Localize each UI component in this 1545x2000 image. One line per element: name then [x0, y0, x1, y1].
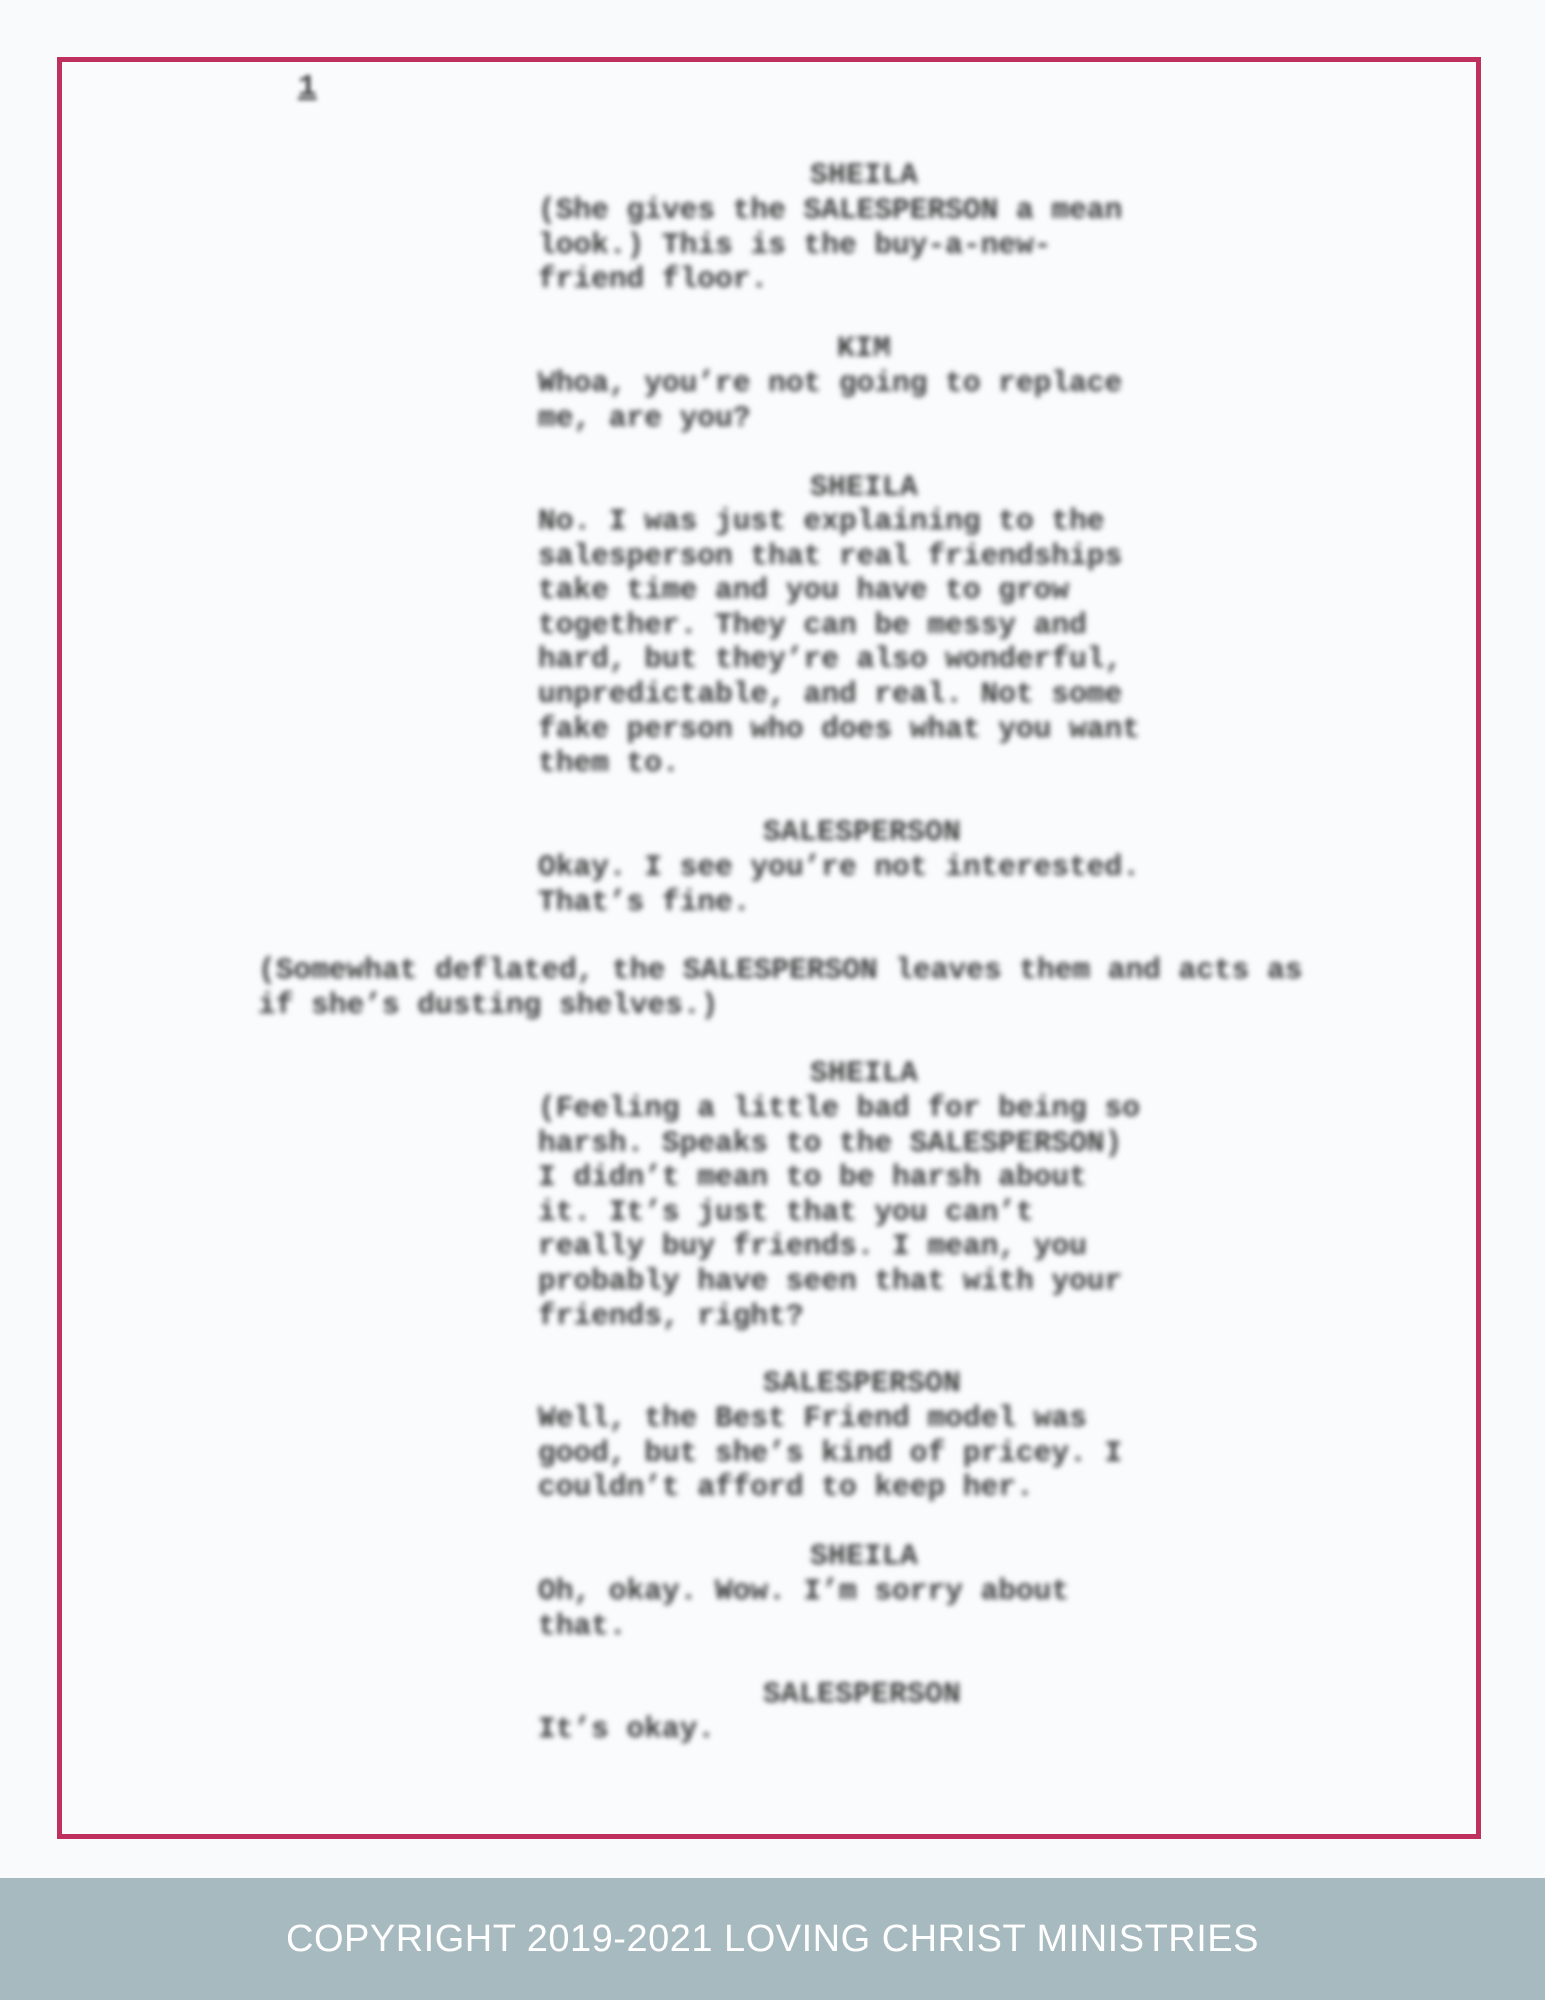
- page-number: 1: [298, 70, 317, 105]
- character-name: SALESPERSON: [763, 1366, 962, 1400]
- character-name: SHEILA: [810, 1056, 919, 1090]
- character-name: SHEILA: [810, 1539, 919, 1573]
- copyright-footer: [0, 1878, 1545, 2000]
- character-name: SALESPERSON: [763, 815, 962, 849]
- dialogue-text: (She gives the SALESPERSON a mean look.) This is the buy-a-new- friend floor.: [538, 193, 1123, 297]
- dialogue-text: Well, the Best Friend model was good, but she’s kind of pricey. I couldn’t afford to keep her.: [538, 1401, 1123, 1505]
- character-name: KIM: [837, 331, 892, 365]
- dialogue-text: Whoa, you’re not going to replace me, are you?: [538, 366, 1123, 435]
- dialogue-text: Oh, okay. Wow. I’m sorry about that.: [538, 1574, 1070, 1643]
- dialogue-text: Okay. I see you’re not interested. That’s fine.: [538, 850, 1140, 919]
- dialogue-text: (Feeling a little bad for being so harsh. Speaks to the SALESPERSON) I didn’t mean to be harsh about it. It’s just that you can’t really buy friends. I mean, you probably have seen that with your friends, right?: [538, 1091, 1140, 1333]
- dialogue-text: It’s okay.: [538, 1712, 716, 1746]
- script-page-frame: [57, 57, 1481, 1839]
- stage-direction: (Somewhat deflated, the SALESPERSON leaves them and acts as if she’s dusting shelves.): [258, 953, 1303, 1022]
- copyright-text: COPYRIGHT 2019-2021 LOVING CHRIST MINISTRIES: [286, 1917, 1259, 1960]
- character-name: SHEILA: [810, 470, 919, 504]
- character-name: SALESPERSON: [763, 1677, 962, 1711]
- character-name: SHEILA: [810, 158, 919, 192]
- dialogue-text: No. I was just explaining to the salesperson that real friendships take time and you have to grow together. They can be messy and hard, but they’re also wonderful, unpredictable, and real. Not some fake person who does what you want them to.: [538, 504, 1140, 781]
